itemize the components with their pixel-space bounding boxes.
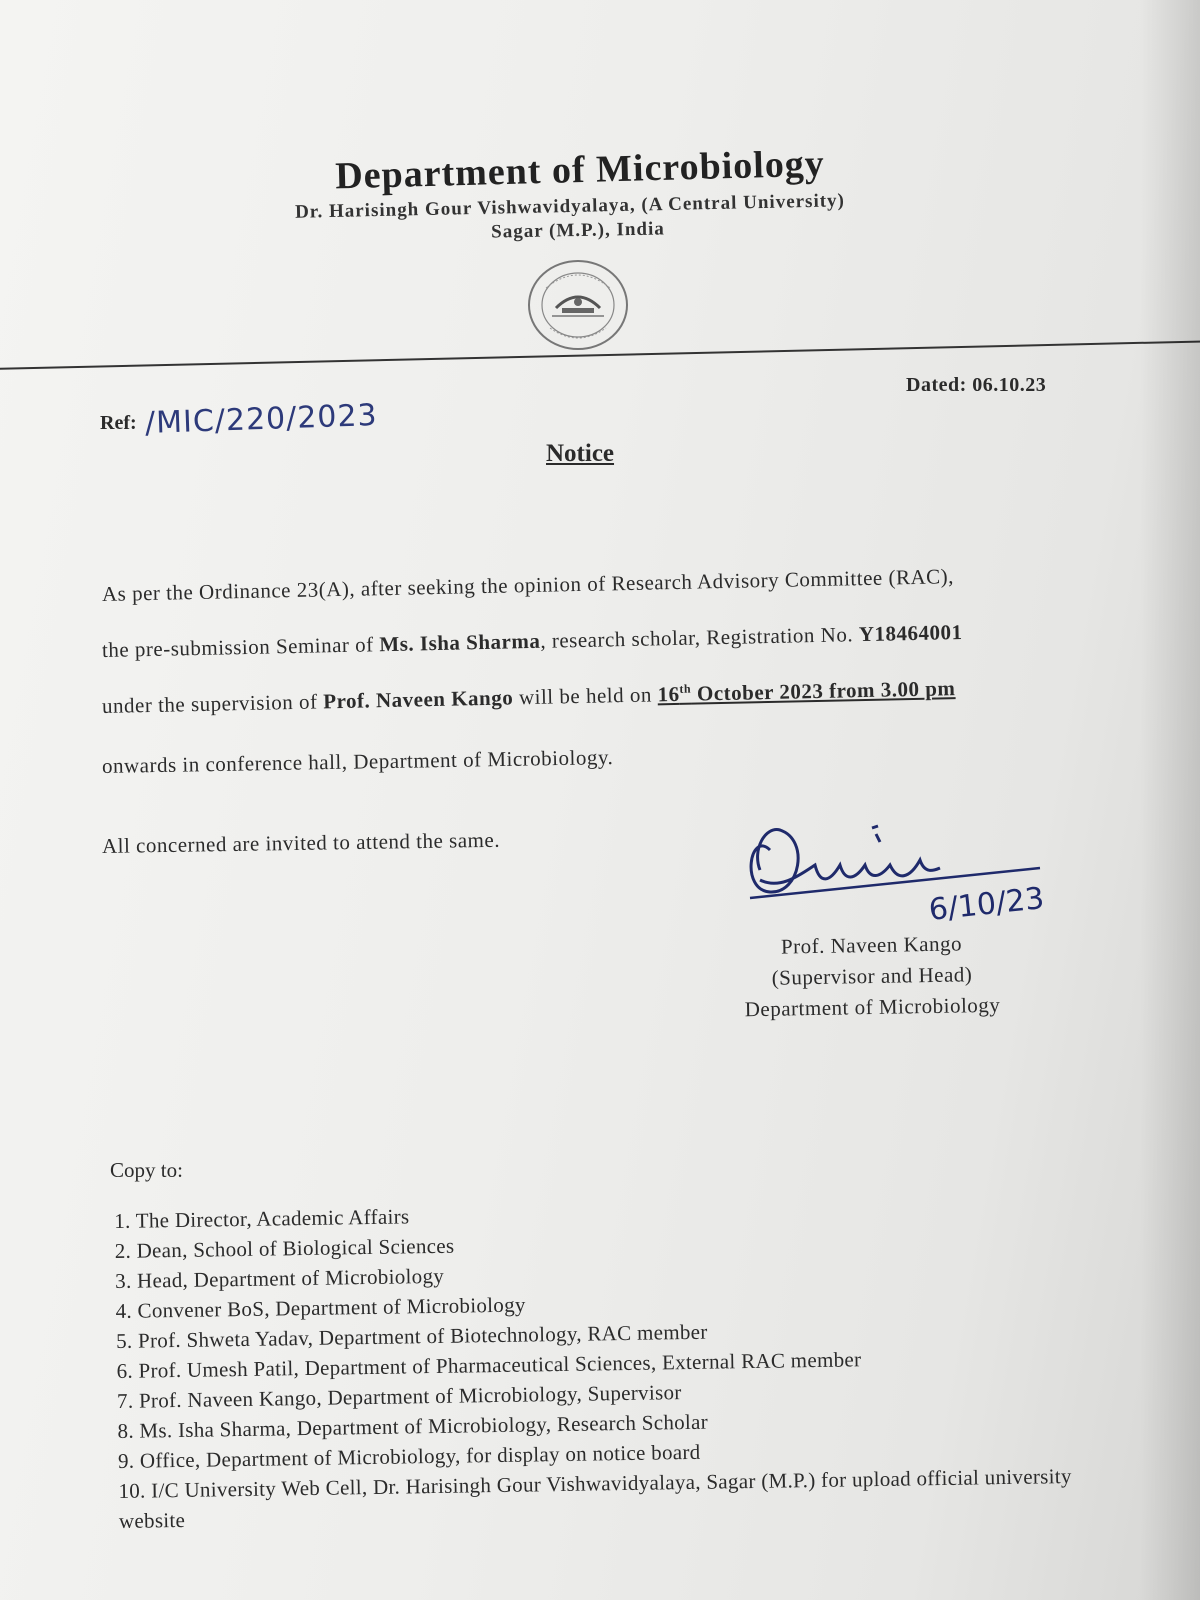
university-location: Sagar (M.P.), India <box>490 218 665 243</box>
list-item: 8. Ms. Isha Sharma, Department of Microbiology, Research Scholar <box>117 1409 709 1443</box>
registration-number: Y18464001 <box>858 619 963 647</box>
seminar-day: 16 <box>657 681 680 707</box>
list-item: 10. I/C University Web Cell, Dr. Harisingh Gour Vishwavidyalaya, Sagar (M.P.) for upload official university website <box>118 1463 1072 1533</box>
notice-line-3-text: under the supervision of <box>101 689 324 718</box>
signatory-block <box>711 927 1033 1026</box>
reference-label: Ref: <box>100 412 137 434</box>
list-item: 1. The Director, Academic Affairs <box>114 1204 410 1233</box>
notice-line-2-cont: , research scholar, Registration No. <box>540 622 860 653</box>
reference-number-handwritten: /MIC/220/2023 <box>144 397 378 442</box>
seminar-datetime <box>657 676 955 706</box>
signatory-name: Prof. Naveen Kango <box>780 931 963 959</box>
date-value: 06.10.23 <box>972 374 1047 396</box>
copy-to-heading: Copy to: <box>110 1158 183 1182</box>
notice-line-4-text: onwards in conference hall, Department of Microbiology. <box>101 745 614 778</box>
reference-line <box>100 397 378 442</box>
copy-to-list <box>114 1191 1079 1536</box>
list-item: 5. Prof. Shweta Yadav, Department of Biotechnology, RAC member <box>115 1319 708 1353</box>
seminar-day-suffix: th <box>679 681 692 696</box>
seminar-month-time: October 2023 from 3.00 pm <box>690 676 956 706</box>
university-name: Dr. Harisingh Gour Vishwavidyalaya, (A Central University) <box>294 190 846 223</box>
list-item: 2. Dean, School of Biological Sciences <box>114 1233 455 1263</box>
invitation-text: All concerned are invited to attend the same. <box>101 827 501 858</box>
supervisor-name: Prof. Naveen Kango <box>322 685 514 714</box>
notice-line-3-cont: will be held on <box>512 682 658 710</box>
list-item: 3. Head, Department of Microbiology <box>114 1263 445 1293</box>
handwritten-signature <box>740 820 1080 940</box>
page-shadow <box>1140 0 1200 1600</box>
signatory-role: (Supervisor and Head) <box>771 962 973 990</box>
notice-line-2-text: the pre-submission Seminar of <box>101 632 380 662</box>
notice-line-1 <box>102 561 1102 607</box>
signatory-department: Department of Microbiology <box>744 992 1001 1022</box>
date-line <box>906 374 1046 397</box>
scholar-name: Ms. Isha Sharma <box>379 628 541 657</box>
notice-line-4 <box>102 737 1102 779</box>
department-title: Department of Microbiology <box>334 142 826 198</box>
list-item: 6. Prof. Umesh Patil, Department of Pharmaceutical Sciences, External RAC member <box>116 1347 862 1383</box>
notice-line-1-text: As per the Ordinance 23(A), after seeking the opinion of Research Advisory Committee (RAC), <box>101 564 955 606</box>
notice-heading: Notice <box>546 440 615 467</box>
signature-date: 6/10/23 <box>927 881 1046 928</box>
notice-line-2 <box>102 617 1102 663</box>
date-label: Dated: <box>906 374 967 396</box>
university-seal-icon <box>526 258 630 352</box>
notice-line-3 <box>102 673 1102 719</box>
list-item: 7. Prof. Naveen Kango, Department of Microbiology, Supervisor <box>116 1380 682 1413</box>
list-item: 4. Convener BoS, Department of Microbiology <box>115 1292 526 1323</box>
list-item: 9. Office, Department of Microbiology, for display on notice board <box>117 1439 701 1473</box>
